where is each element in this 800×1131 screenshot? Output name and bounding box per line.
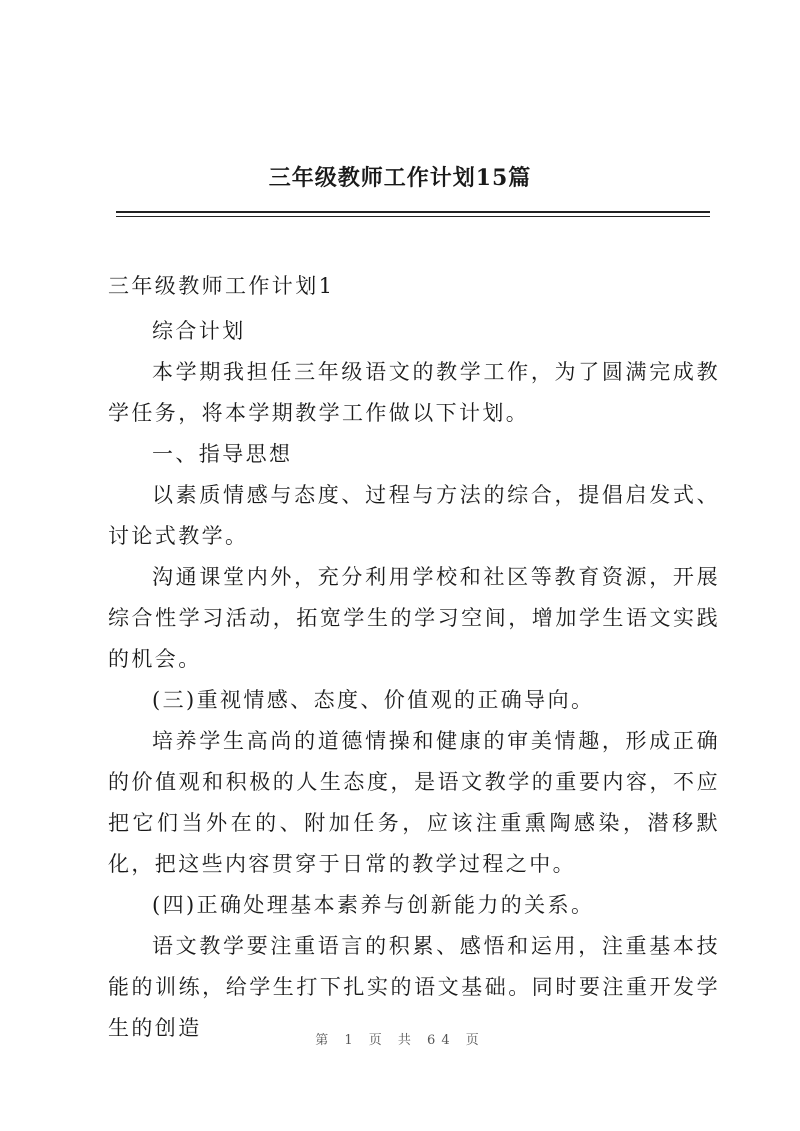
- paragraph: 综合计划: [152, 319, 246, 343]
- document-body: [108, 266, 720, 1049]
- title-divider-thick: [116, 211, 710, 213]
- paragraph: 培养学生高尚的道德情操和健康的审美情趣，形成正确的价值观和积极的人生态度，是语文教学的重要内容，不应把它们当外在的、附加任务，应该注重熏陶感染，潜移默化，把这些内容贯穿于日常的教学过程之中。: [108, 729, 720, 876]
- section-heading: 三年级教师工作计划1: [108, 274, 335, 298]
- paragraph: 一、指导思想: [152, 442, 293, 466]
- paragraph: 语文教学要注重语言的积累、感悟和运用，注重基本技能的训练，给学生打下扎实的语文基础。同时要注重开发学生的创造: [108, 934, 720, 1040]
- paragraph: 以素质情感与态度、过程与方法的综合，提倡启发式、讨论式教学。: [108, 483, 720, 548]
- paragraph: 沟通课堂内外，充分利用学校和社区等教育资源，开展综合性学习活动，拓宽学生的学习空间，增加学生语文实践的机会。: [108, 565, 720, 671]
- paragraph: (四)正确处理基本素养与创新能力的关系。: [152, 893, 595, 917]
- page-footer: 第 1 页 共 64 页: [315, 1033, 485, 1048]
- paragraph: (三)重视情感、态度、价值观的正确导向。: [152, 688, 595, 712]
- paragraph: 本学期我担任三年级语文的教学工作，为了圆满完成教学任务，将本学期教学工作做以下计划。: [108, 360, 720, 425]
- page-title: 三年级教师工作计划15篇: [268, 165, 532, 191]
- title-divider-thin: [116, 216, 710, 217]
